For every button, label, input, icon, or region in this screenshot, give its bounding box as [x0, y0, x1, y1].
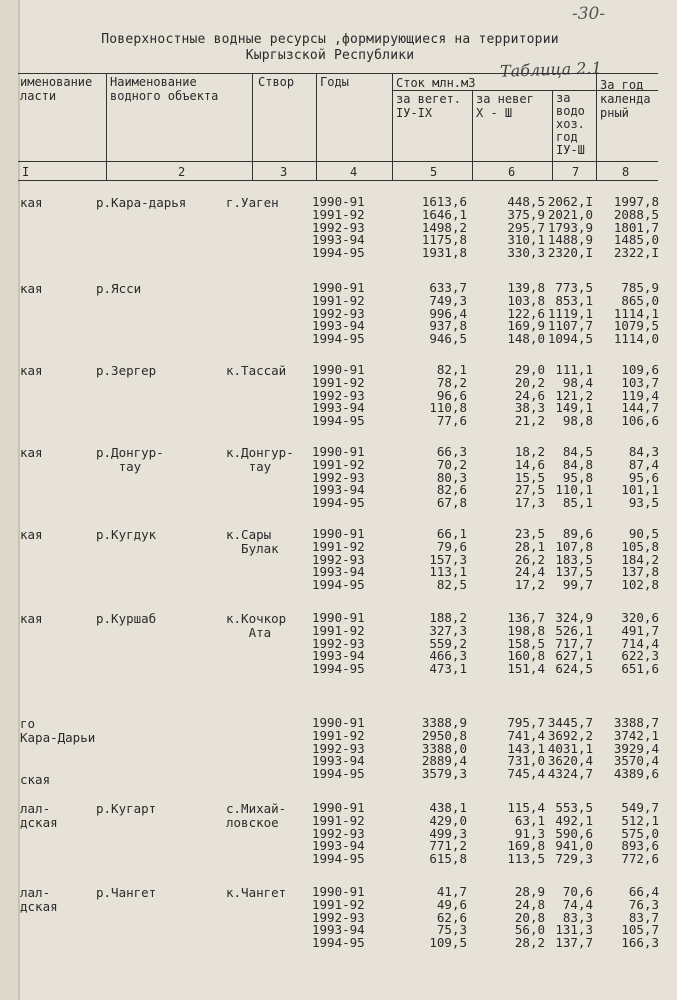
calendar-year-cell: 109,6 103,7 119,4 144,7 106,6 [621, 362, 659, 429]
header-stock: Сток млн.м3 [396, 76, 476, 90]
water-year-cell: 553,5 492,1 590,6 941,0 729,3 [555, 800, 593, 867]
colnum-bottom-rule [18, 180, 658, 181]
region-cell: кая [20, 611, 43, 626]
col-number-2: 2 [178, 165, 186, 179]
years-cell: 1990-91 1991-92 1992-93 1993-94 1994-95 [312, 194, 365, 261]
veget-cell: 188,2 327,3 559,2 466,3 473,1 [429, 610, 467, 677]
header-water-year: за водо хоз. год IУ-Ш [556, 91, 585, 157]
river-cell: р.Чангет [96, 885, 157, 900]
calendar-year-cell: 320,6 491,7 714,4 622,3 651,6 [621, 610, 659, 677]
col-divider-3 [316, 73, 317, 180]
region-cell: го Кара-Дарьи ская [20, 716, 96, 787]
table-label: Таблица 2.1 [499, 58, 603, 81]
neveg-cell: 23,5 28,1 26,2 24,4 17,2 [514, 526, 545, 593]
col-number-6: 6 [508, 165, 516, 179]
calendar-year-cell: 66,4 76,3 83,7 105,7 166,3 [621, 884, 659, 951]
neveg-cell: 136,7 198,8 158,5 160,8 151,4 [507, 610, 545, 677]
document-title [50, 32, 610, 64]
site-cell: к.Сары Булак [226, 527, 279, 556]
veget-cell: 66,3 70,2 80,3 82,6 67,8 [436, 444, 467, 511]
years-cell: 1990-91 1991-92 1992-93 1993-94 1994-95 [312, 800, 365, 867]
header-veget: за вегет. IУ-IX [396, 92, 462, 120]
header-neveg: за невег X - Ш [476, 92, 534, 120]
region-cell: кая [20, 445, 43, 460]
region-cell: лал- дская [20, 801, 58, 830]
site-cell: к.Чангет [226, 885, 287, 900]
site-cell: к.Кочкор Ата [226, 611, 287, 640]
years-cell: 1990-91 1991-92 1992-93 1993-94 1994-95 [312, 444, 365, 511]
neveg-cell: 448,5 375,9 295,7 310,1 330,3 [507, 194, 545, 261]
river-cell: р.Зергер [96, 363, 157, 378]
river-cell: р.Кугарт [96, 801, 157, 816]
site-cell: к.Донгур- тау [226, 445, 294, 474]
veget-cell: 3388,9 2950,8 3388,0 2889,4 3579,3 [421, 715, 467, 782]
header-site: Створ [258, 75, 295, 89]
river-cell: р.Ясси [96, 281, 142, 296]
region-cell: кая [20, 527, 43, 542]
calendar-year-cell: 3388,7 3742,1 3929,4 3570,4 4389,6 [613, 715, 659, 782]
table-top-rule [18, 73, 658, 74]
col-number-1: I [22, 165, 30, 179]
veget-cell: 66,1 79,6 157,3 113,1 82,5 [429, 526, 467, 593]
water-year-cell: 324,9 526,1 717,7 627,1 624,5 [555, 610, 593, 677]
river-cell: р.Куршаб [96, 611, 157, 626]
site-cell: с.Михай- ловское [226, 801, 287, 830]
site-cell: г.Уаген [226, 195, 279, 210]
neveg-cell: 795,7 741,4 143,1 731,0 745,4 [507, 715, 545, 782]
years-cell: 1990-91 1991-92 1992-93 1993-94 1994-95 [312, 715, 365, 782]
neveg-cell: 29,0 20,2 24,6 38,3 21,2 [514, 362, 545, 429]
river-cell: р.Донгур- тау [96, 445, 164, 474]
neveg-cell: 28,9 24,8 20,8 56,0 28,2 [514, 884, 545, 951]
region-cell: кая [20, 195, 43, 210]
region-cell: кая [20, 363, 43, 378]
region-cell: лал- дская [20, 885, 58, 914]
calendar-year-cell: 90,5 105,8 184,2 137,8 102,8 [621, 526, 659, 593]
col-divider-5 [472, 90, 473, 180]
title-line-1: Поверхностные водные ресурсы ,формирующиеся на территории [101, 32, 559, 47]
years-cell: 1990-91 1991-92 1992-93 1993-94 1994-95 [312, 884, 365, 951]
site-cell: к.Тассай [226, 363, 287, 378]
water-year-cell: 3445,7 3692,2 4031,1 3620,4 4324,7 [547, 715, 593, 782]
neveg-cell: 115,4 63,1 91,3 169,8 113,5 [507, 800, 545, 867]
water-year-cell: 773,5 853,1 1119,1 1107,7 1094,5 [547, 280, 593, 347]
col-number-5: 5 [430, 165, 438, 179]
calendar-year-cell: 549,7 512,1 575,0 893,6 772,6 [621, 800, 659, 867]
col-number-3: 3 [280, 165, 288, 179]
river-cell: р.Кугдук [96, 527, 157, 542]
col-divider-1 [106, 73, 107, 180]
water-year-cell: 111,1 98,4 121,2 149,1 98,8 [555, 362, 593, 429]
col-divider-6 [552, 90, 553, 180]
page-number: -30- [572, 4, 606, 24]
header-region: именование ласти [20, 75, 93, 103]
years-cell: 1990-91 1991-92 1992-93 1993-94 1994-95 [312, 362, 365, 429]
veget-cell: 1613,6 1646,1 1498,2 1175,8 1931,8 [421, 194, 467, 261]
neveg-cell: 139,8 103,8 122,6 169,9 148,0 [507, 280, 545, 347]
water-year-cell: 2062,I 2021,0 1793,9 1488,9 2320,I [547, 194, 593, 261]
header-years: Годы [320, 75, 349, 89]
river-cell: р.Кара-дарья [96, 195, 187, 210]
veget-cell: 438,1 429,0 499,3 771,2 615,8 [429, 800, 467, 867]
col-number-4: 4 [350, 165, 358, 179]
col-divider-2 [252, 73, 253, 180]
water-year-cell: 84,5 84,8 95,8 110,1 85,1 [555, 444, 593, 511]
header-calendar-year: За год календа рный [600, 78, 651, 120]
calendar-year-cell: 1997,8 2088,5 1801,7 1485,0 2322,I [613, 194, 659, 261]
header-bottom-rule [18, 161, 658, 162]
veget-cell: 82,1 78,2 96,6 110,8 77,6 [429, 362, 467, 429]
calendar-year-cell: 785,9 865,0 1114,1 1079,5 1114,0 [613, 280, 659, 347]
calendar-year-cell: 84,3 87,4 95,6 101,1 93,5 [621, 444, 659, 511]
water-year-cell: 70,6 74,4 83,3 131,3 137,7 [555, 884, 593, 951]
neveg-cell: 18,2 14,6 15,5 27,5 17,3 [514, 444, 545, 511]
header-water-body: Наименование водного объекта [110, 75, 219, 103]
region-cell: кая [20, 281, 43, 296]
col-number-7: 7 [572, 165, 580, 179]
col-divider-4 [392, 73, 393, 180]
years-cell: 1990-91 1991-92 1992-93 1993-94 1994-95 [312, 280, 365, 347]
veget-cell: 633,7 749,3 996,4 937,8 946,5 [429, 280, 467, 347]
veget-cell: 41,7 49,6 62,6 75,3 109,5 [429, 884, 467, 951]
col-divider-7 [596, 73, 597, 180]
water-year-cell: 89,6 107,8 183,5 137,5 99,7 [555, 526, 593, 593]
years-cell: 1990-91 1991-92 1992-93 1993-94 1994-95 [312, 526, 365, 593]
col-number-8: 8 [622, 165, 630, 179]
title-line-2: Кыргызской Республики [245, 48, 415, 63]
years-cell: 1990-91 1991-92 1992-93 1993-94 1994-95 [312, 610, 365, 677]
